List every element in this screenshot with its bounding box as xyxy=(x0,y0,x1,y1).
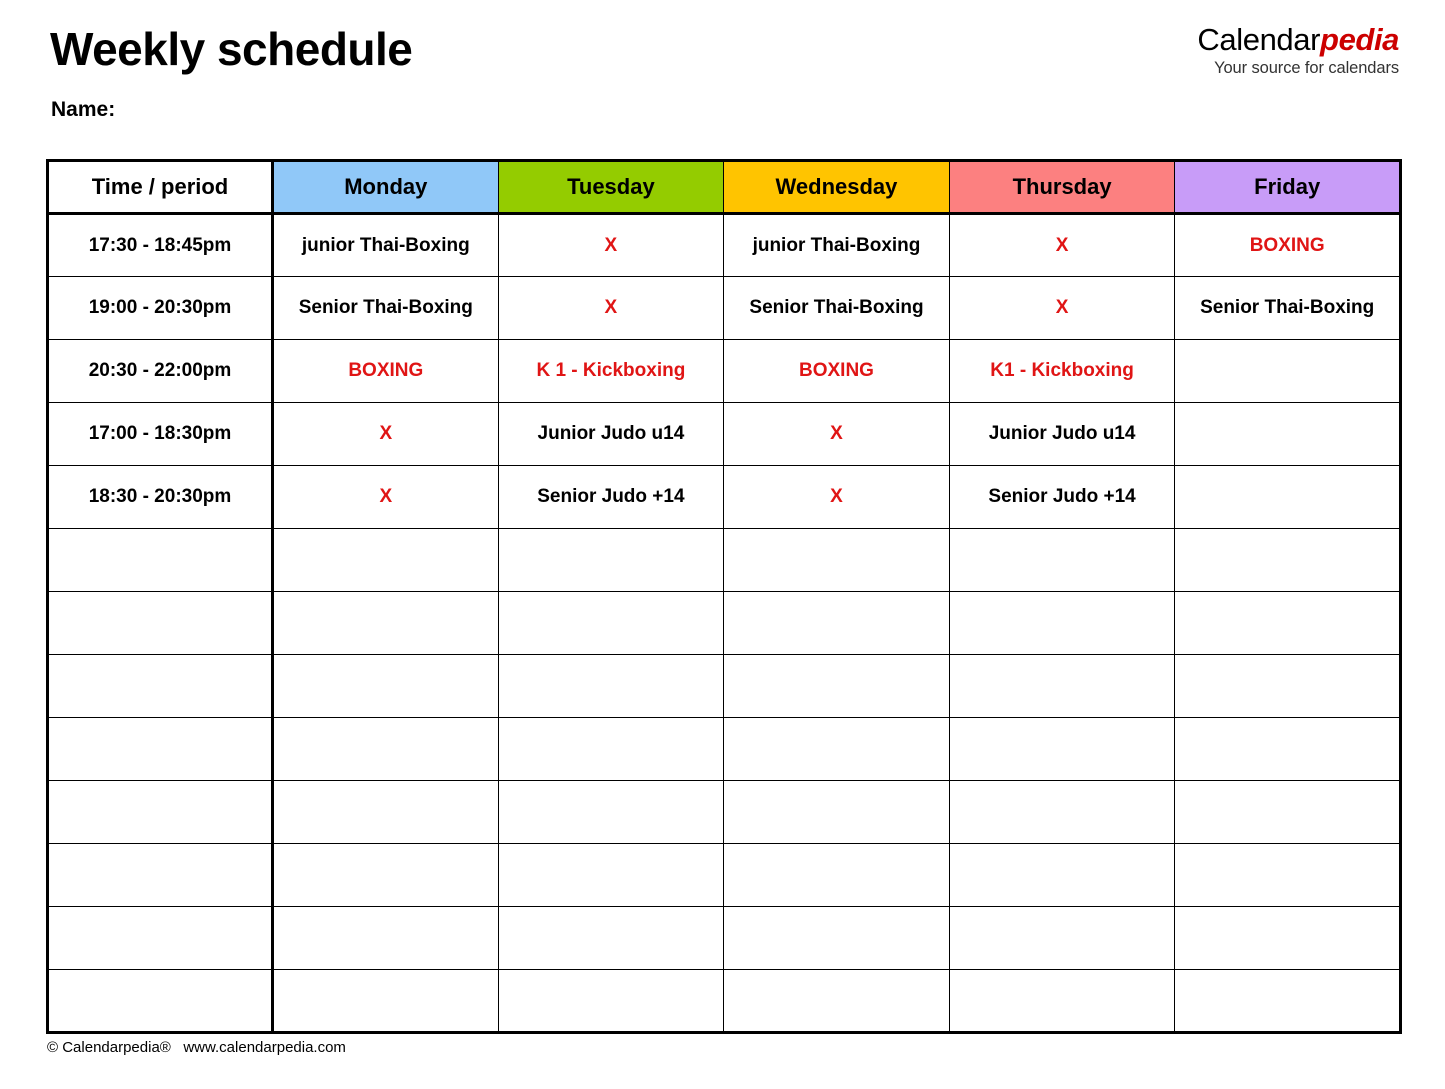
cell-friday[interactable] xyxy=(1175,529,1401,592)
cell-friday[interactable] xyxy=(1175,403,1401,466)
cell-tuesday[interactable] xyxy=(498,655,724,718)
cell-tuesday[interactable] xyxy=(498,970,724,1033)
logo-wordmark xyxy=(1197,24,1399,55)
table-row xyxy=(48,655,1401,718)
table-row xyxy=(48,781,1401,844)
cell-friday[interactable]: BOXING xyxy=(1175,214,1401,277)
cell-monday[interactable] xyxy=(273,718,499,781)
cell-time-period[interactable] xyxy=(48,844,273,907)
cell-time-period[interactable]: 20:30 - 22:00pm xyxy=(48,340,273,403)
name-label: Name: xyxy=(51,98,116,121)
cell-tuesday[interactable]: Junior Judo u14 xyxy=(498,403,724,466)
cell-friday[interactable] xyxy=(1175,781,1401,844)
cell-thursday[interactable]: X xyxy=(949,214,1175,277)
cell-wednesday[interactable] xyxy=(724,781,950,844)
cell-thursday[interactable] xyxy=(949,781,1175,844)
cell-time-period[interactable] xyxy=(48,592,273,655)
cell-wednesday[interactable] xyxy=(724,718,950,781)
calendarpedia-logo xyxy=(1197,24,1399,77)
cell-time-period[interactable]: 17:30 - 18:45pm xyxy=(48,214,273,277)
cell-friday[interactable] xyxy=(1175,718,1401,781)
cell-time-period[interactable]: 17:00 - 18:30pm xyxy=(48,403,273,466)
cell-monday[interactable]: junior Thai-Boxing xyxy=(273,214,499,277)
table-row xyxy=(48,403,1401,466)
cell-tuesday[interactable] xyxy=(498,781,724,844)
cell-friday[interactable] xyxy=(1175,907,1401,970)
cell-thursday[interactable] xyxy=(949,970,1175,1033)
page-header xyxy=(0,0,1445,150)
cell-friday[interactable] xyxy=(1175,466,1401,529)
schedule-header-row-group xyxy=(48,161,1401,214)
cell-thursday[interactable] xyxy=(949,718,1175,781)
footer-copyright: © Calendarpedia® www.calendarpedia.com xyxy=(47,1039,346,1056)
cell-wednesday[interactable] xyxy=(724,907,950,970)
cell-tuesday[interactable]: Senior Judo +14 xyxy=(498,466,724,529)
page-title: Weekly schedule xyxy=(50,23,413,75)
cell-thursday[interactable] xyxy=(949,844,1175,907)
cell-thursday[interactable] xyxy=(949,529,1175,592)
cell-monday[interactable] xyxy=(273,781,499,844)
cell-time-period[interactable] xyxy=(48,529,273,592)
cell-tuesday[interactable] xyxy=(498,529,724,592)
cell-monday[interactable] xyxy=(273,592,499,655)
cell-time-period[interactable]: 19:00 - 20:30pm xyxy=(48,277,273,340)
cell-tuesday[interactable]: X xyxy=(498,277,724,340)
cell-monday[interactable] xyxy=(273,970,499,1033)
cell-monday[interactable]: BOXING xyxy=(273,340,499,403)
logo-word-red: pedia xyxy=(1320,22,1399,57)
cell-friday[interactable] xyxy=(1175,655,1401,718)
cell-friday[interactable] xyxy=(1175,844,1401,907)
schedule-header-row xyxy=(48,161,1401,214)
table-row xyxy=(48,466,1401,529)
header-day-wednesday: Wednesday xyxy=(724,161,950,214)
cell-time-period[interactable]: 18:30 - 20:30pm xyxy=(48,466,273,529)
cell-monday[interactable]: Senior Thai-Boxing xyxy=(273,277,499,340)
cell-wednesday[interactable]: Senior Thai-Boxing xyxy=(724,277,950,340)
cell-thursday[interactable]: Junior Judo u14 xyxy=(949,403,1175,466)
cell-tuesday[interactable]: K 1 - Kickboxing xyxy=(498,340,724,403)
table-row xyxy=(48,340,1401,403)
schedule-table xyxy=(46,159,1402,1034)
cell-wednesday[interactable]: X xyxy=(724,466,950,529)
cell-wednesday[interactable]: junior Thai-Boxing xyxy=(724,214,950,277)
table-row xyxy=(48,592,1401,655)
cell-tuesday[interactable] xyxy=(498,907,724,970)
cell-time-period[interactable] xyxy=(48,970,273,1033)
header-day-tuesday: Tuesday xyxy=(498,161,724,214)
cell-friday[interactable]: Senior Thai-Boxing xyxy=(1175,277,1401,340)
cell-thursday[interactable]: K1 - Kickboxing xyxy=(949,340,1175,403)
table-row xyxy=(48,844,1401,907)
cell-friday[interactable] xyxy=(1175,340,1401,403)
cell-thursday[interactable]: Senior Judo +14 xyxy=(949,466,1175,529)
cell-thursday[interactable] xyxy=(949,655,1175,718)
cell-time-period[interactable] xyxy=(48,718,273,781)
header-day-friday: Friday xyxy=(1175,161,1401,214)
table-row xyxy=(48,718,1401,781)
cell-wednesday[interactable]: BOXING xyxy=(724,340,950,403)
table-row xyxy=(48,907,1401,970)
table-row xyxy=(48,277,1401,340)
cell-time-period[interactable] xyxy=(48,655,273,718)
cell-tuesday[interactable]: X xyxy=(498,214,724,277)
cell-monday[interactable] xyxy=(273,907,499,970)
table-row xyxy=(48,529,1401,592)
header-day-monday: Monday xyxy=(273,161,499,214)
cell-wednesday[interactable] xyxy=(724,655,950,718)
schedule-table-container xyxy=(46,159,1399,1033)
cell-thursday[interactable] xyxy=(949,592,1175,655)
cell-monday[interactable]: X xyxy=(273,466,499,529)
logo-tagline: Your source for calendars xyxy=(1214,59,1399,77)
cell-tuesday[interactable] xyxy=(498,844,724,907)
cell-wednesday[interactable]: X xyxy=(724,403,950,466)
cell-monday[interactable] xyxy=(273,529,499,592)
header-time-period: Time / period xyxy=(48,161,273,214)
schedule-body xyxy=(48,214,1401,1033)
cell-wednesday[interactable] xyxy=(724,529,950,592)
cell-tuesday[interactable] xyxy=(498,592,724,655)
cell-wednesday[interactable] xyxy=(724,970,950,1033)
logo-word-black: Calendar xyxy=(1197,22,1321,57)
cell-thursday[interactable]: X xyxy=(949,277,1175,340)
cell-friday[interactable] xyxy=(1175,592,1401,655)
cell-monday[interactable] xyxy=(273,844,499,907)
cell-wednesday[interactable] xyxy=(724,844,950,907)
cell-time-period[interactable] xyxy=(48,907,273,970)
table-row xyxy=(48,970,1401,1033)
header-day-thursday: Thursday xyxy=(949,161,1175,214)
cell-thursday[interactable] xyxy=(949,907,1175,970)
cell-friday[interactable] xyxy=(1175,970,1401,1033)
cell-monday[interactable] xyxy=(273,655,499,718)
cell-wednesday[interactable] xyxy=(724,592,950,655)
cell-time-period[interactable] xyxy=(48,781,273,844)
cell-tuesday[interactable] xyxy=(498,718,724,781)
cell-monday[interactable]: X xyxy=(273,403,499,466)
table-row xyxy=(48,214,1401,277)
